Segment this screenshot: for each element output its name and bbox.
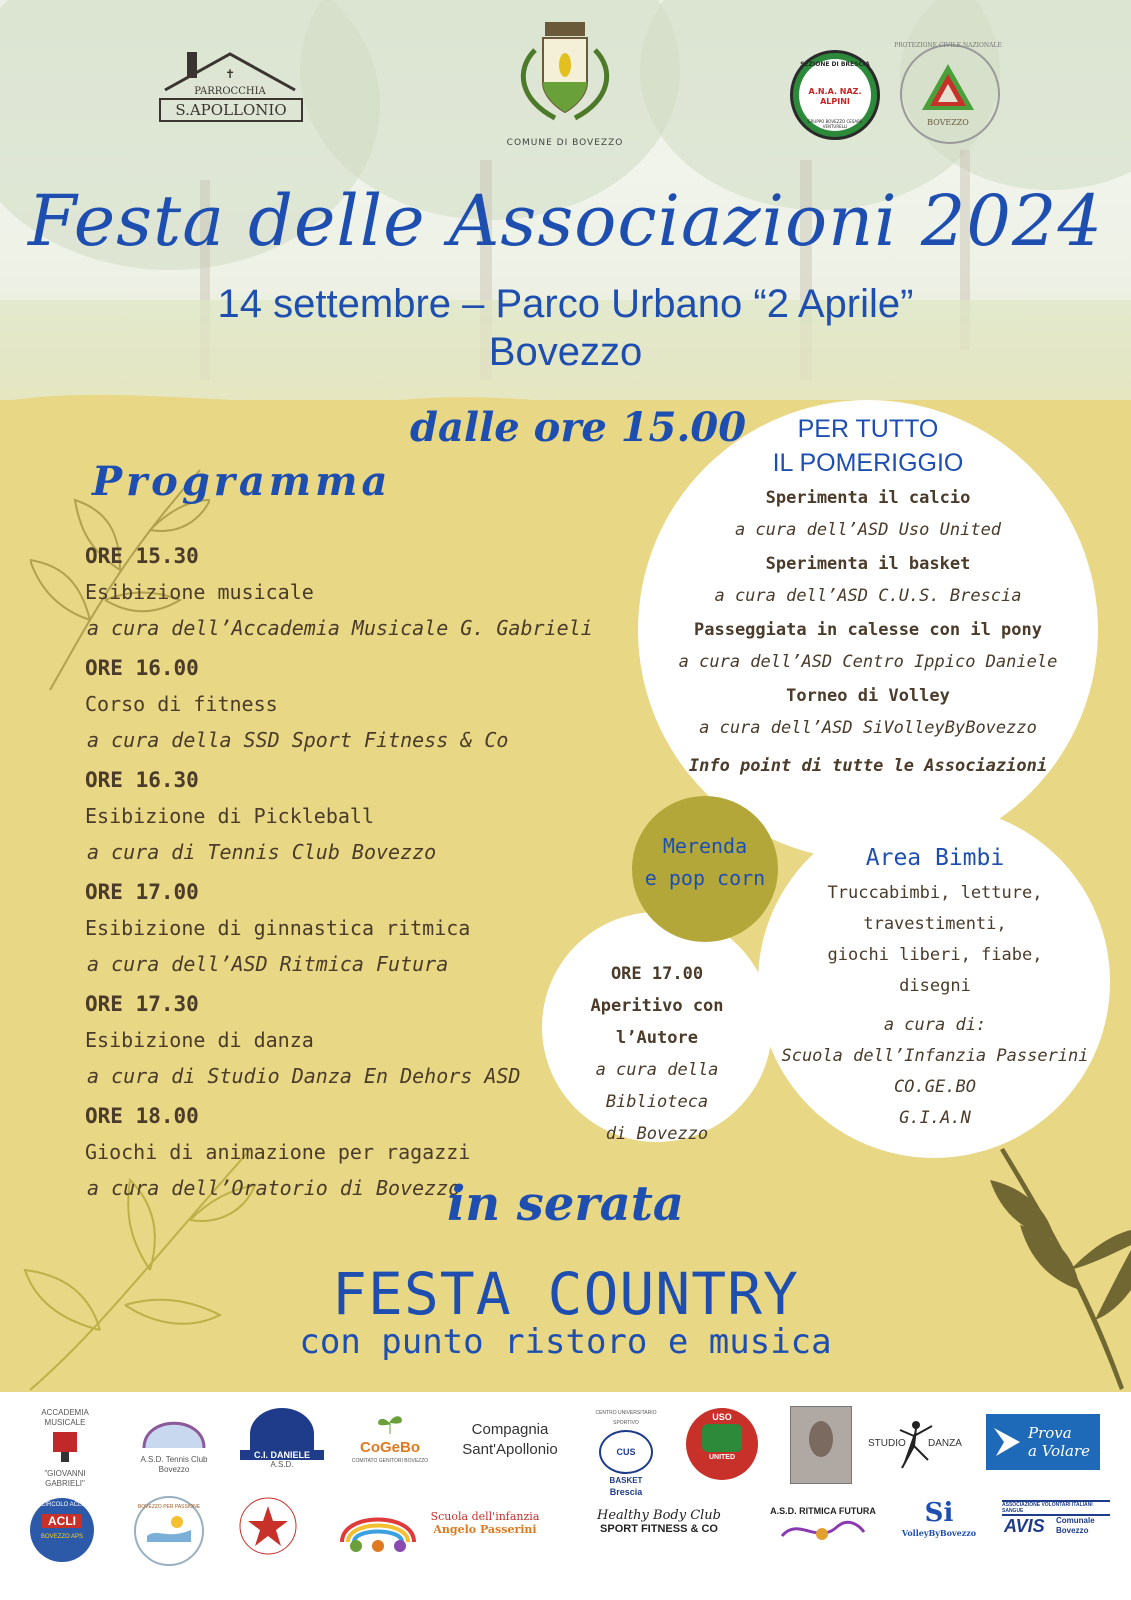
alpini-bottom: GRUPPO BOVEZZO CESARE VENTURELLI — [807, 119, 863, 129]
coat-of-arms-icon — [495, 20, 635, 130]
acli-top: CIRCOLO ACLI — [40, 1502, 83, 1508]
program-activity: Giochi di animazione per ragazzi — [85, 1140, 471, 1164]
compagnia-line: Sant'Apollonio — [462, 1441, 558, 1458]
alpini-mid: A.N.A. NAZ. ALPINI — [808, 87, 862, 106]
healthy-line: SPORT FITNESS & CO — [600, 1523, 718, 1535]
infanzia-line: Angelo Passerini — [433, 1523, 537, 1536]
tennis-sub: Bovezzo — [158, 1465, 190, 1474]
kids-activity: giochi liberi, fiabe, — [827, 945, 1043, 965]
afternoon-activity: Sperimenta il basket — [765, 554, 971, 574]
program-time: ORE 18.00 — [85, 1104, 199, 1128]
comune-bovezzo-logo — [495, 20, 635, 150]
tennis-arch-icon — [139, 1410, 209, 1450]
program-time: ORE 16.00 — [85, 656, 199, 680]
bird-icon — [992, 1424, 1022, 1460]
comune-caption: COMUNE DI BOVEZZO — [506, 138, 624, 148]
rainbow-icon — [336, 1502, 420, 1554]
protezione-civile-logo — [894, 42, 1002, 140]
star-icon — [238, 1496, 298, 1556]
bovezzo-passione-logo — [134, 1496, 204, 1566]
merenda-line: Merenda — [662, 834, 748, 858]
afternoon-organizer: a cura dell’ASD C.U.S. Brescia — [714, 586, 1022, 606]
program-activity: Corso di fitness — [85, 692, 278, 716]
si-sub: VolleyByBovezzo — [901, 1528, 977, 1538]
parrocchia-logo-main: S.APOLLONIO — [159, 98, 303, 122]
tennis-club-logo — [132, 1410, 216, 1480]
program-time: ORE 15.30 — [85, 544, 199, 568]
kids-organizer: Scuola dell’Infanzia Passerini — [781, 1046, 1089, 1066]
svg-text:✝: ✝ — [224, 67, 236, 81]
kids-organizer: CO.GE.BO — [894, 1077, 976, 1097]
uso-bottom: UNITED — [708, 1454, 736, 1461]
program-organizer: a cura dell’Oratorio di Bovezzo — [87, 1176, 461, 1200]
afternoon-section — [668, 412, 1068, 782]
studio-right: DANZA — [928, 1438, 962, 1449]
pc-ring-text: PROTEZIONE CIVILE NAZIONALE — [894, 42, 1002, 49]
cus-basket-logo — [588, 1408, 664, 1497]
evening-subtitle: con punto ristoro e musica — [299, 1322, 832, 1362]
aperitivo-organizer: di Bovezzo — [605, 1124, 709, 1144]
acli-bottom: BOVEZZO APS — [40, 1534, 83, 1540]
avis-name: AVIS — [1004, 1516, 1045, 1536]
studio-left: STUDIO — [868, 1438, 906, 1449]
prova-a-volare-logo — [986, 1414, 1100, 1470]
gruppo-alpini-star-logo — [236, 1496, 300, 1562]
prova-line: Prova — [1028, 1424, 1072, 1442]
book-cover-logo — [790, 1406, 852, 1484]
scuola-infanzia-logo — [420, 1510, 550, 1550]
healthy-line: Healthy Body Club — [597, 1508, 721, 1523]
tennis-name: A.S.D. Tennis Club — [140, 1455, 208, 1464]
afternoon-organizer: a cura dell’ASD Centro Ippico Daniele — [678, 652, 1058, 672]
passione-name: BOVEZZO PER PASSIONE — [137, 1504, 201, 1510]
infanzia-line: Scuola dell'infanzia — [430, 1510, 540, 1523]
afternoon-organizer: a cura dell’ASD SiVolleyByBovezzo — [699, 718, 1037, 738]
parrocchia-logo-top: PARROCCHIA — [194, 86, 266, 97]
afternoon-activity: Sperimenta il calcio — [765, 488, 971, 508]
program-item — [85, 650, 645, 758]
program-organizer: a cura di Studio Danza En Dehors ASD — [87, 1064, 521, 1088]
cogebo-name: CoGeBo — [360, 1439, 420, 1456]
compagnia-logo — [452, 1420, 568, 1470]
daniele-sub: A.S.D. — [270, 1460, 294, 1469]
program-organizer: a cura della SSD Sport Fitness & Co — [87, 728, 509, 752]
evening-label: in serata — [446, 1176, 685, 1232]
uso-top: USO — [712, 1412, 732, 1422]
evening-title: FESTA COUNTRY — [332, 1260, 799, 1328]
si-name: Si — [924, 1498, 954, 1528]
landscape-icon — [147, 1512, 191, 1542]
sponsor-footer — [0, 1392, 1131, 1600]
kids-activity: Truccabimbi, letture, — [827, 883, 1043, 903]
merenda-text — [632, 830, 778, 894]
program-organizer: a cura dell’Accademia Musicale G. Gabrieli — [87, 616, 593, 640]
kids-organizer-label: a cura di: — [883, 1015, 987, 1035]
acli-logo — [30, 1498, 94, 1562]
accademia-name: ACCADEMIA MUSICALE — [41, 1408, 89, 1427]
avis-sub: Bovezzo — [1056, 1526, 1089, 1535]
avis-top: ASSOCIAZIONE VOLONTARI ITALIANI SANGUE — [1002, 1500, 1110, 1516]
program-activity: Esibizione di danza — [85, 1028, 314, 1052]
program-organizer: a cura di Tennis Club Bovezzo — [87, 840, 437, 864]
acli-name: ACLI — [42, 1514, 82, 1528]
kids-area-title: Area Bimbi — [865, 845, 1005, 871]
ritmica-name: A.S.D. RITMICA FUTURA — [770, 1506, 876, 1516]
afternoon-heading: PER TUTTO — [797, 415, 939, 443]
program-time: ORE 17.00 — [85, 880, 199, 904]
kids-organizer: G.I.A.N — [899, 1108, 971, 1128]
info-point: Info point di tutte le Associazioni — [688, 756, 1048, 776]
daniele-name: C.I. DANIELE — [240, 1450, 324, 1460]
parrocchia-logo — [155, 44, 305, 124]
avis-logo — [1002, 1500, 1110, 1556]
kids-activity: travestimenti, — [863, 914, 1007, 934]
alpini-logo — [790, 50, 880, 140]
program-title: Programma — [92, 458, 392, 505]
aperitivo-title: Aperitivo con l’Autore — [590, 996, 724, 1048]
healthy-body-club-logo — [584, 1508, 734, 1552]
event-date-location: 14 settembre – Parco Urbano “2 Aprile” — [217, 282, 914, 326]
avis-sub: Comunale — [1056, 1516, 1095, 1525]
cus-name: CUS Brescia — [599, 1430, 653, 1474]
kids-activity: disegni — [899, 976, 971, 996]
ci-daniele-logo — [240, 1408, 324, 1478]
cogebo-logo — [348, 1414, 432, 1474]
aperitivo-organizer: a cura della Biblioteca — [595, 1060, 719, 1112]
program-activity: Esibizione musicale — [85, 580, 314, 604]
triangle-icon — [920, 62, 976, 112]
pc-bottom-text: BOVEZZO — [927, 118, 969, 127]
partner-logos-top — [0, 40, 1131, 150]
portrait-icon — [801, 1415, 841, 1475]
program-time: ORE 17.30 — [85, 992, 199, 1016]
accademia-sub: "GIOVANNI GABRIELI" — [44, 1469, 86, 1488]
alpini-top: SEZIONE DI BRESCIA — [800, 61, 870, 68]
event-town: Bovezzo — [488, 330, 643, 374]
afternoon-activity: Passeggiata in calesse con il pony — [694, 620, 1042, 640]
sprout-icon — [375, 1414, 405, 1434]
aperitivo-time: ORE 17.00 — [610, 964, 704, 984]
ribbon-icon — [778, 1516, 868, 1546]
rainbow-kids-logo — [336, 1502, 420, 1554]
program-item — [85, 762, 645, 870]
merenda-line: e pop corn — [644, 866, 766, 890]
program-activity: Esibizione di ginnastica ritmica — [85, 916, 471, 940]
accademia-logo — [28, 1408, 102, 1488]
si-volley-logo — [900, 1498, 978, 1562]
afternoon-activity: Torneo di Volley — [786, 686, 950, 706]
compagnia-line: Compagnia — [471, 1421, 549, 1438]
program-activity: Esibizione di Pickleball — [85, 804, 374, 828]
cogebo-sub: COMITATO GENITORI BOVEZZO — [351, 1458, 429, 1464]
afternoon-heading: IL POMERIGGIO — [772, 449, 964, 477]
start-time: dalle ore 15.00 — [410, 404, 747, 451]
cus-sub: BASKET — [609, 1476, 643, 1485]
program-time: ORE 16.30 — [85, 768, 199, 792]
studio-danza-logo — [866, 1416, 966, 1472]
harp-icon — [45, 1428, 85, 1464]
prova-line: a Volare — [1028, 1442, 1090, 1460]
page-title: Festa delle Associazioni 2024 — [27, 180, 1104, 262]
program-item — [85, 538, 645, 646]
afternoon-organizer: a cura dell’ASD Uso United — [734, 520, 1002, 540]
uso-united-logo — [686, 1408, 758, 1480]
cus-ring: CENTRO UNIVERSITARIO SPORTIVO — [595, 1410, 657, 1426]
program-organizer: a cura dell’ASD Ritmica Futura — [87, 952, 449, 976]
aperitivo-section — [548, 958, 766, 1150]
kids-area-section — [780, 840, 1090, 1134]
ritmica-futura-logo — [768, 1506, 878, 1556]
